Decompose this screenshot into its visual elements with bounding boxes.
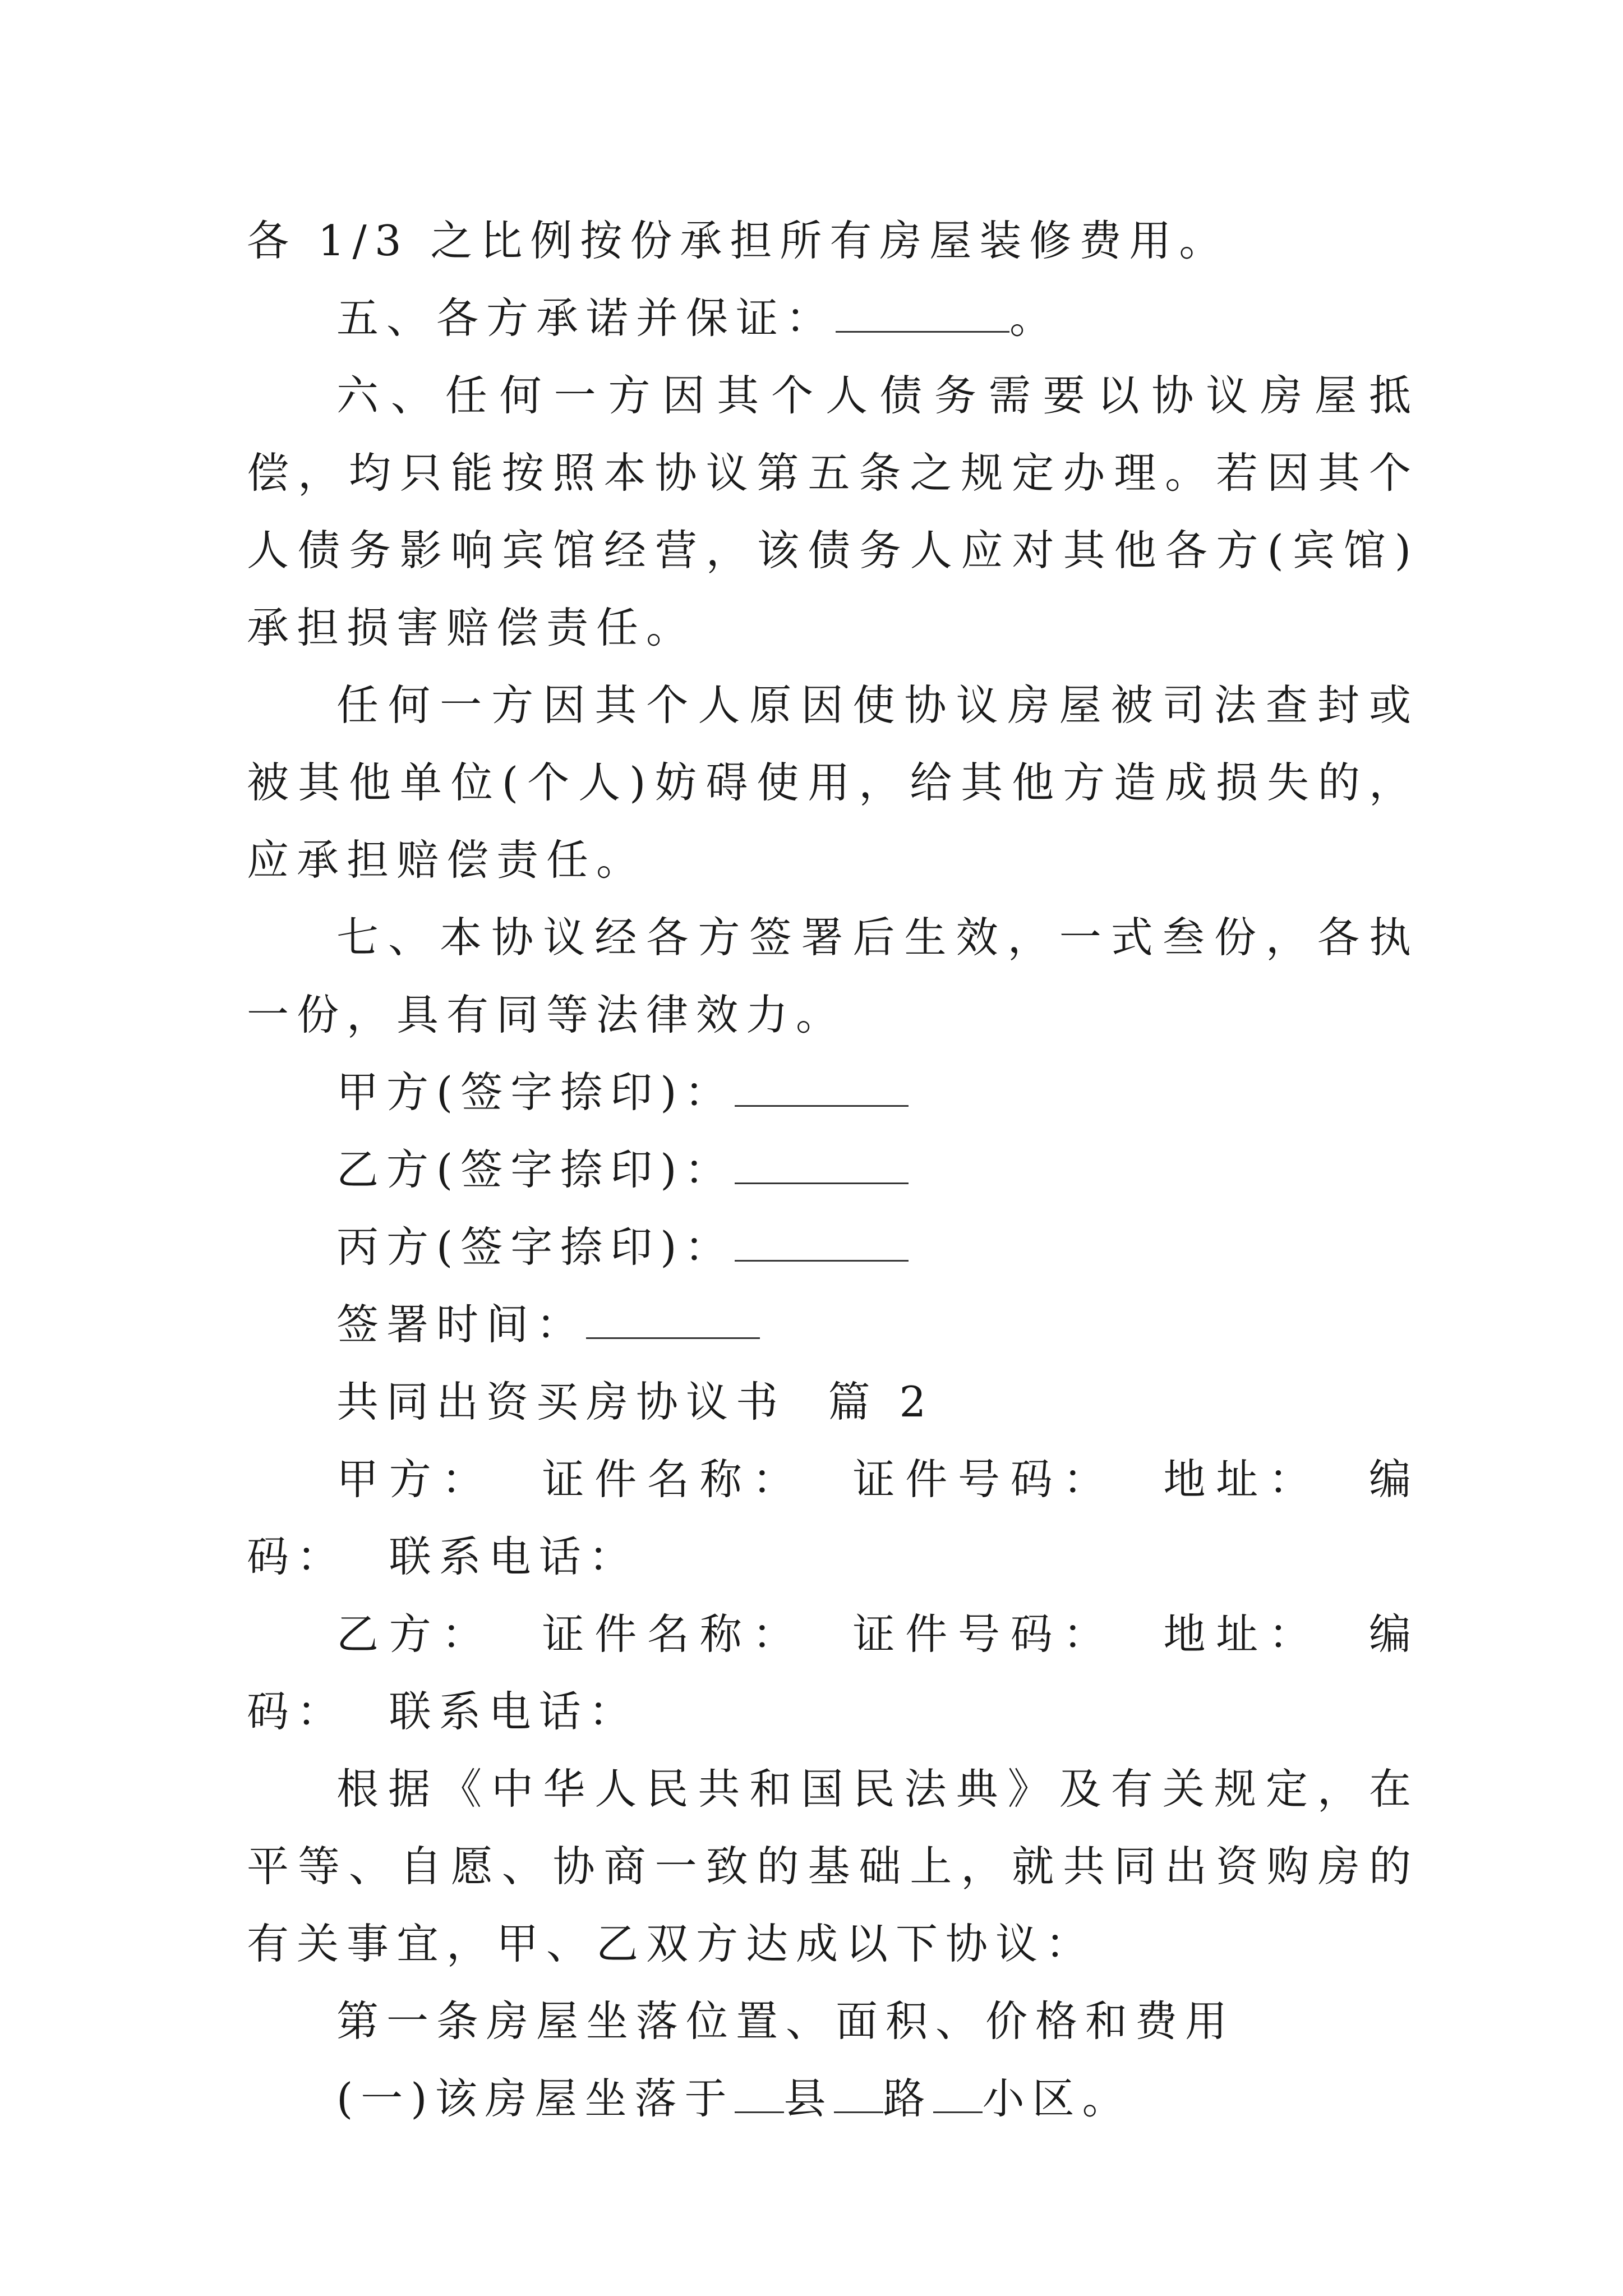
article-5-blank <box>836 297 1009 333</box>
paragraph-decoration-cost: 各 1/3 之比例按份承担所有房屋装修费用。 <box>247 216 1229 265</box>
county-blank <box>735 2078 784 2113</box>
signature-party-b <box>247 1131 1419 1208</box>
signature-date-label: 签署时间： <box>336 1300 587 1349</box>
paragraph-article-5 <box>247 279 1419 357</box>
article-5-text: 五、各方承诺并保证： <box>336 293 836 343</box>
community-blank <box>933 2078 983 2113</box>
signature-party-a-blank <box>735 1071 909 1107</box>
item-1-location <box>247 2060 1419 2137</box>
county-label: 县 <box>783 2074 834 2123</box>
paragraph-article-7: 七、本协议经各方签署后生效，一式叁份，各执一份，具有同等法律效力。 <box>247 913 1419 1039</box>
item-1-prefix: (一)该房屋坐落于 <box>336 2074 735 2123</box>
party-a-info: 甲方： 证件名称： 证件号码： 地址： 编码： 联系电话： <box>247 1455 1419 1581</box>
article-1-heading: 第一条房屋坐落位置、面积、价格和费用 <box>336 1996 1235 2046</box>
community-label: 小区。 <box>982 2074 1132 2123</box>
road-label: 路 <box>883 2074 933 2123</box>
signature-party-b-blank <box>735 1149 909 1184</box>
signature-date-blank <box>586 1304 760 1339</box>
signature-date <box>247 1286 1419 1363</box>
paragraph-seizure-liability: 任何一方因其个人原因使协议房屋被司法查封或被其他单位(个人)妨碍使用，给其他方造成损失的，应承担赔偿责任。 <box>247 680 1419 885</box>
signature-party-a <box>247 1053 1419 1131</box>
signature-party-a-label: 甲方(签字捺印)： <box>336 1068 735 1117</box>
signature-party-c-label: 丙方(签字捺印)： <box>336 1222 735 1272</box>
signature-party-c <box>247 1208 1419 1286</box>
signature-party-c-blank <box>735 1226 909 1262</box>
document-body <box>247 202 1419 2137</box>
article-5-end: 。 <box>1009 293 1060 343</box>
party-b-info: 乙方： 证件名称： 证件号码： 地址： 编码： 联系电话： <box>247 1609 1419 1736</box>
road-blank <box>834 2078 883 2113</box>
paragraph-intro: 根据《中华人民共和国民法典》及有关规定，在平等、自愿、协商一致的基础上，就共同出资购房的有关事宜，甲、乙双方达成以下协议： <box>247 1764 1419 1968</box>
paragraph-article-6: 六、任何一方因其个人债务需要以协议房屋抵偿，均只能按照本协议第五条之规定办理。若因其个人债务影响宾馆经营，该债务人应对其他各方(宾馆)承担损害赔偿责任。 <box>247 371 1419 652</box>
section-heading-2: 共同出资买房协议书 篇 2 <box>336 1377 934 1427</box>
signature-party-b-label: 乙方(签字捺印)： <box>336 1145 735 1194</box>
